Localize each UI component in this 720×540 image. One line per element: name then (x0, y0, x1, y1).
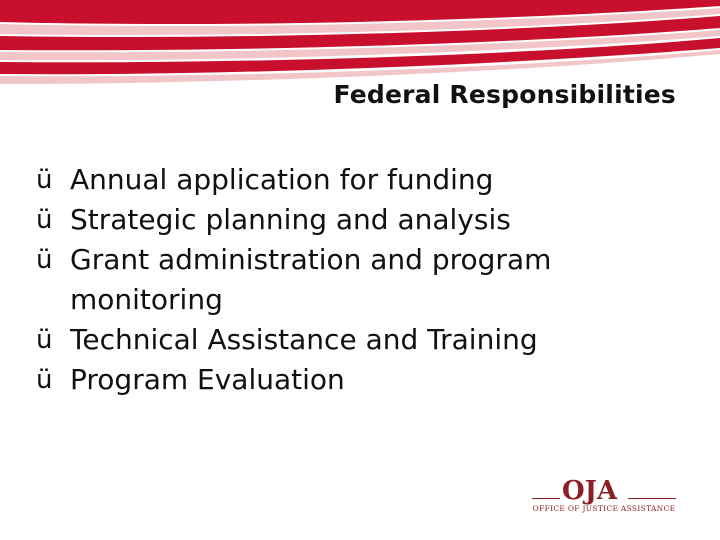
list-item (36, 240, 676, 320)
list-item (36, 320, 676, 360)
bullet-text: Technical Assistance and Training (70, 323, 538, 356)
logo-rule-right (628, 498, 676, 499)
list-item (36, 360, 676, 400)
oja-logo (532, 478, 676, 518)
bullet-text: Annual application for funding (70, 163, 494, 196)
bullet-list (36, 160, 676, 400)
checkmark-icon: ü (36, 325, 53, 355)
checkmark-icon: ü (36, 245, 53, 275)
logo-subtitle: OFFICE OF JUSTICE ASSISTANCE (532, 504, 676, 513)
logo-mark: OJA (562, 476, 618, 506)
bullet-text: Grant administration and program monitoring (70, 243, 552, 316)
checkmark-icon: ü (36, 365, 53, 395)
logo-rule-left (532, 498, 560, 499)
checkmark-icon: ü (36, 205, 53, 235)
slide-title: Federal Responsibilities (333, 80, 676, 109)
bullet-text: Strategic planning and analysis (70, 203, 511, 236)
bullet-text: Program Evaluation (70, 363, 345, 396)
checkmark-icon: ü (36, 165, 53, 195)
list-item (36, 160, 676, 200)
list-item (36, 200, 676, 240)
